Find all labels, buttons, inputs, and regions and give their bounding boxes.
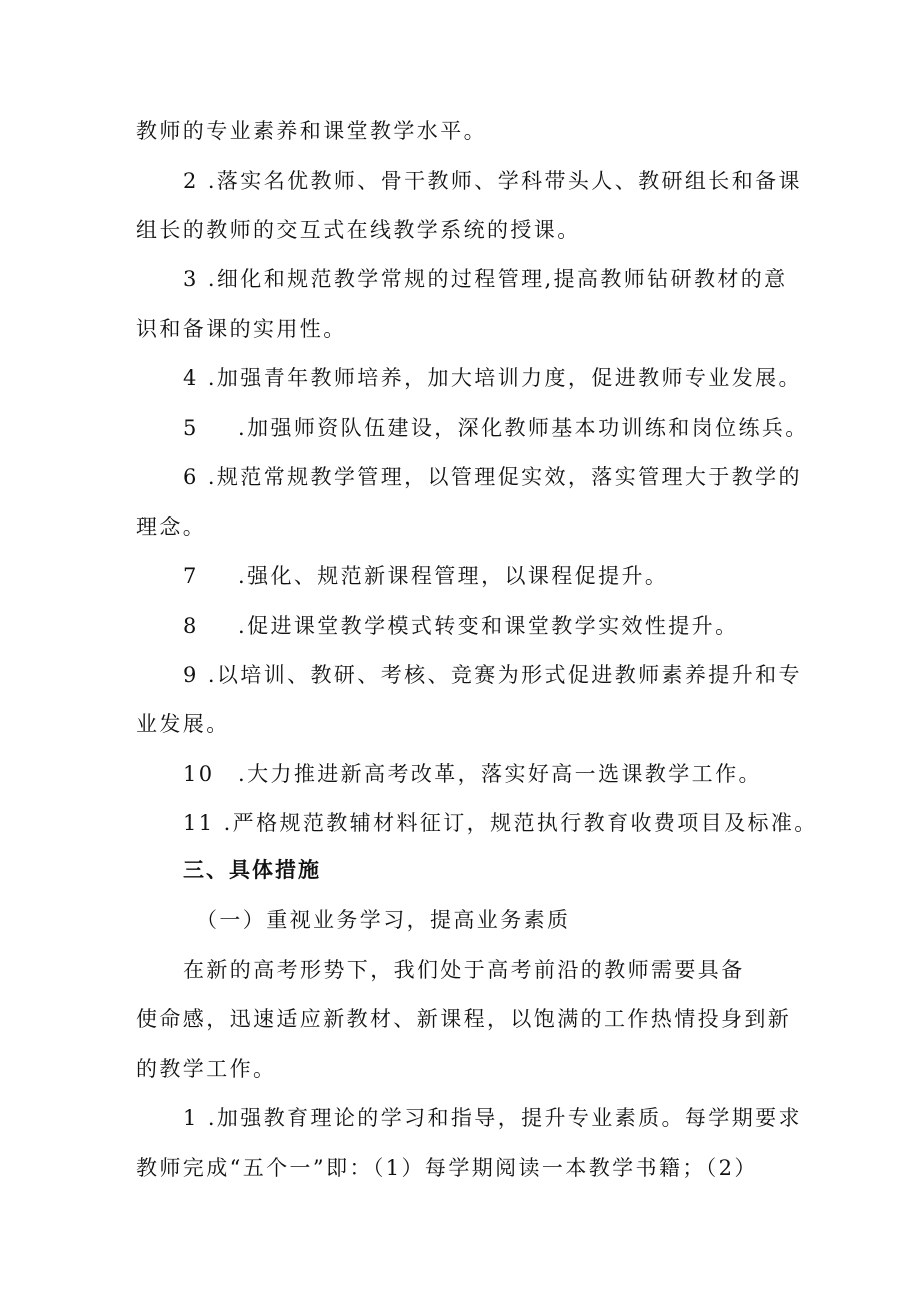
subsection-heading: （一）重视业务学习，提高业务素质 — [196, 908, 571, 932]
section-heading: 三、具体措施 — [183, 858, 321, 882]
list-item-4: 4 .加强青年教师培养，加大培训力度，促进教师专业发展。 — [183, 366, 802, 390]
list-item-5 — [183, 414, 809, 442]
list-text: .大力推进新高考改革，落实好高一选课教学工作。 — [238, 762, 762, 786]
list-item-7 — [183, 562, 668, 590]
list-item-2: 2 .落实名优教师、骨干教师、学科带头人、教研组长和备课 — [183, 169, 802, 193]
list-item-9: 9 .以培训、教研、考核、竞赛为形式促进教师素养提升和专 — [183, 663, 802, 687]
list-text: .促进课堂教学模式转变和课堂教学实效性提升。 — [238, 614, 739, 638]
paragraph-line: 的教学工作。 — [136, 1057, 277, 1081]
list-number: 8 — [183, 614, 199, 638]
list-number: 5 — [183, 416, 199, 440]
paragraph-line: 使命感，迅速适应新教材、新课程，以饱满的工作热情投身到新 — [136, 1007, 792, 1031]
list-number: 7 — [183, 564, 199, 588]
list-item-11: 11 .严格规范教辅材料征订，规范执行教育收费项目及标准。 — [183, 811, 818, 835]
list-item-1: 1 .加强教育理论的学习和指导，提升专业素质。每学期要求 — [183, 1106, 802, 1130]
list-text: .强化、规范新课程管理，以课程促提升。 — [238, 564, 669, 588]
paragraph-line: 在新的高考形势下，我们处于高考前沿的教师需要具备 — [183, 958, 745, 982]
list-number: 10 — [183, 762, 215, 786]
list-item-8 — [183, 612, 738, 640]
paragraph-line: 教师的专业素养和课堂教学水平。 — [136, 119, 487, 143]
list-item-3: 3 .细化和规范教学常规的过程管理,提高教师钻研教材的意 — [183, 267, 788, 291]
list-text: .加强师资队伍建设，深化教师基本功训练和岗位练兵。 — [238, 416, 809, 440]
list-item-6: 6 .规范常规教学管理，以管理促实效，落实管理大于教学的 — [183, 465, 802, 489]
list-item-10 — [183, 760, 762, 788]
paragraph-line: 识和备课的实用性。 — [136, 317, 347, 341]
paragraph-line: 理念。 — [136, 515, 207, 539]
paragraph-line: 组长的教师的交互式在线教学系统的授课。 — [136, 218, 581, 242]
paragraph-line: 教师完成“五个一”即：（1）每学期阅读一本教学书籍；（2） — [136, 1156, 758, 1180]
paragraph-line: 业发展。 — [136, 712, 230, 736]
